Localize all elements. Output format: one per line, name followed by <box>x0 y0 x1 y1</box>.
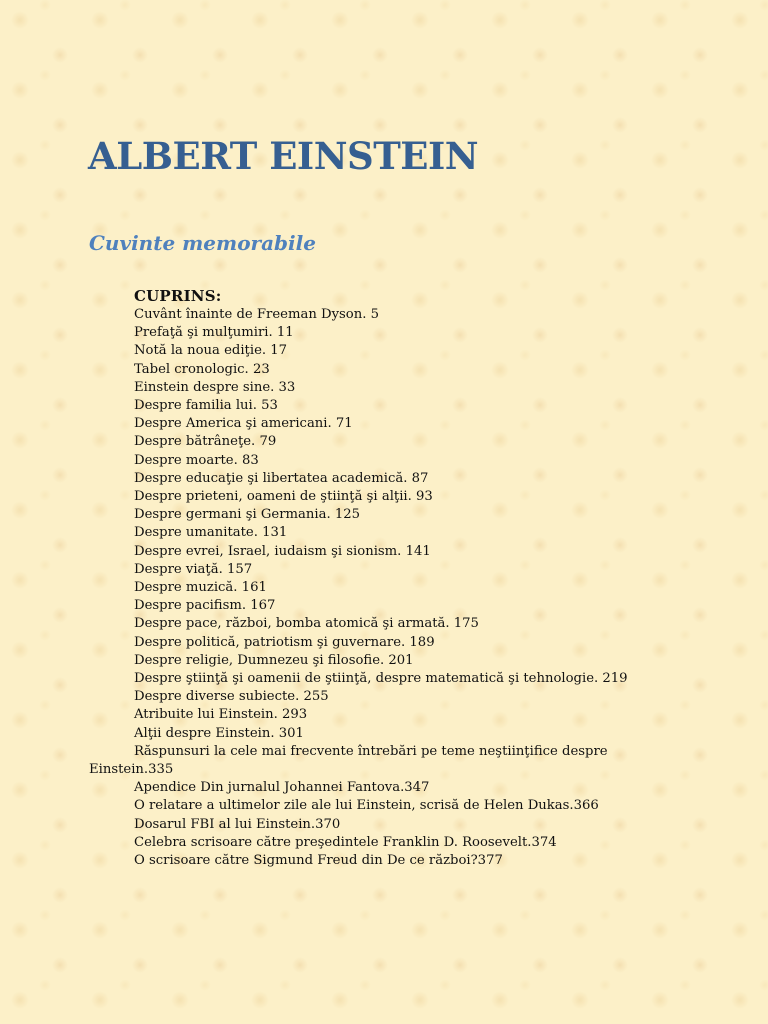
toc-item: Despre moarte. 83 <box>134 452 259 468</box>
toc-item: Despre ştiinţă şi oamenii de ştiinţă, despre matematică şi tehnologie. 219 <box>134 671 628 687</box>
toc-item: Celebra scrisoare către preşedintele Franklin D. Roosevelt.374 <box>134 834 557 850</box>
toc-item: Despre religie, Dumnezeu şi filosofie. 201 <box>134 652 414 668</box>
toc-list <box>89 306 734 870</box>
toc-item: Notă la noua ediţie. 17 <box>134 343 288 359</box>
toc-item: Despre America şi americani. 71 <box>134 416 353 432</box>
toc-item: Despre germani şi Germania. 125 <box>134 507 361 523</box>
toc-item: Atribuite lui Einstein. 293 <box>134 707 308 723</box>
document-subtitle: Cuvinte memorabile <box>89 231 316 255</box>
toc-item: Despre familia lui. 53 <box>134 398 278 414</box>
toc-item: Tabel cronologic. 23 <box>134 361 270 377</box>
toc-item-wrapped <box>89 743 679 779</box>
toc-item: Prefaţă şi mulţumiri. 11 <box>134 325 294 341</box>
toc-item: Cuvânt înainte de Freeman Dyson. 5 <box>134 307 380 322</box>
toc-item: Despre diverse subiecte. 255 <box>134 689 329 705</box>
toc-item: Despre pacifism. 167 <box>134 598 276 614</box>
toc-item: Despre politică, patriotism şi guvernare. 189 <box>134 634 435 650</box>
toc-item: O relatare a ultimelor zile ale lui Einstein, scrisă de Helen Dukas.366 <box>134 798 599 814</box>
toc-item: Despre pace, război, bomba atomică şi armată. 175 <box>134 616 479 632</box>
toc-item: Despre evrei, Israel, iudaism şi sionism. 141 <box>134 543 431 559</box>
document-title: ALBERT EINSTEIN <box>88 134 479 178</box>
toc-item: Despre viaţă. 157 <box>134 561 253 577</box>
toc-item: Apendice Din jurnalul Johannei Fantova.347 <box>134 780 430 796</box>
toc-item: Despre educaţie şi libertatea academică. 87 <box>134 470 429 486</box>
toc-item: Despre prieteni, oameni de ştiinţă şi alţii. 93 <box>134 489 433 505</box>
toc-item-continuation: Einstein.335 <box>89 762 174 778</box>
toc-item: Einstein despre sine. 33 <box>134 379 296 395</box>
toc-item: Despre umanitate. 131 <box>134 525 288 541</box>
toc-item: Despre muzică. 161 <box>134 580 267 596</box>
toc-item: O scrisoare către Sigmund Freud din De ce război?377 <box>134 853 503 869</box>
toc-item: Dosarul FBI al lui Einstein.370 <box>134 816 341 832</box>
toc-item: Despre bătrâneţe. 79 <box>134 434 277 450</box>
toc-item: Alţii despre Einstein. 301 <box>134 725 304 741</box>
toc-item-line: Răspunsuri la cele mai frecvente întrebări pe teme neştiinţifice despre <box>134 743 608 759</box>
table-of-contents <box>89 286 734 870</box>
toc-heading: CUPRINS: <box>134 287 222 305</box>
